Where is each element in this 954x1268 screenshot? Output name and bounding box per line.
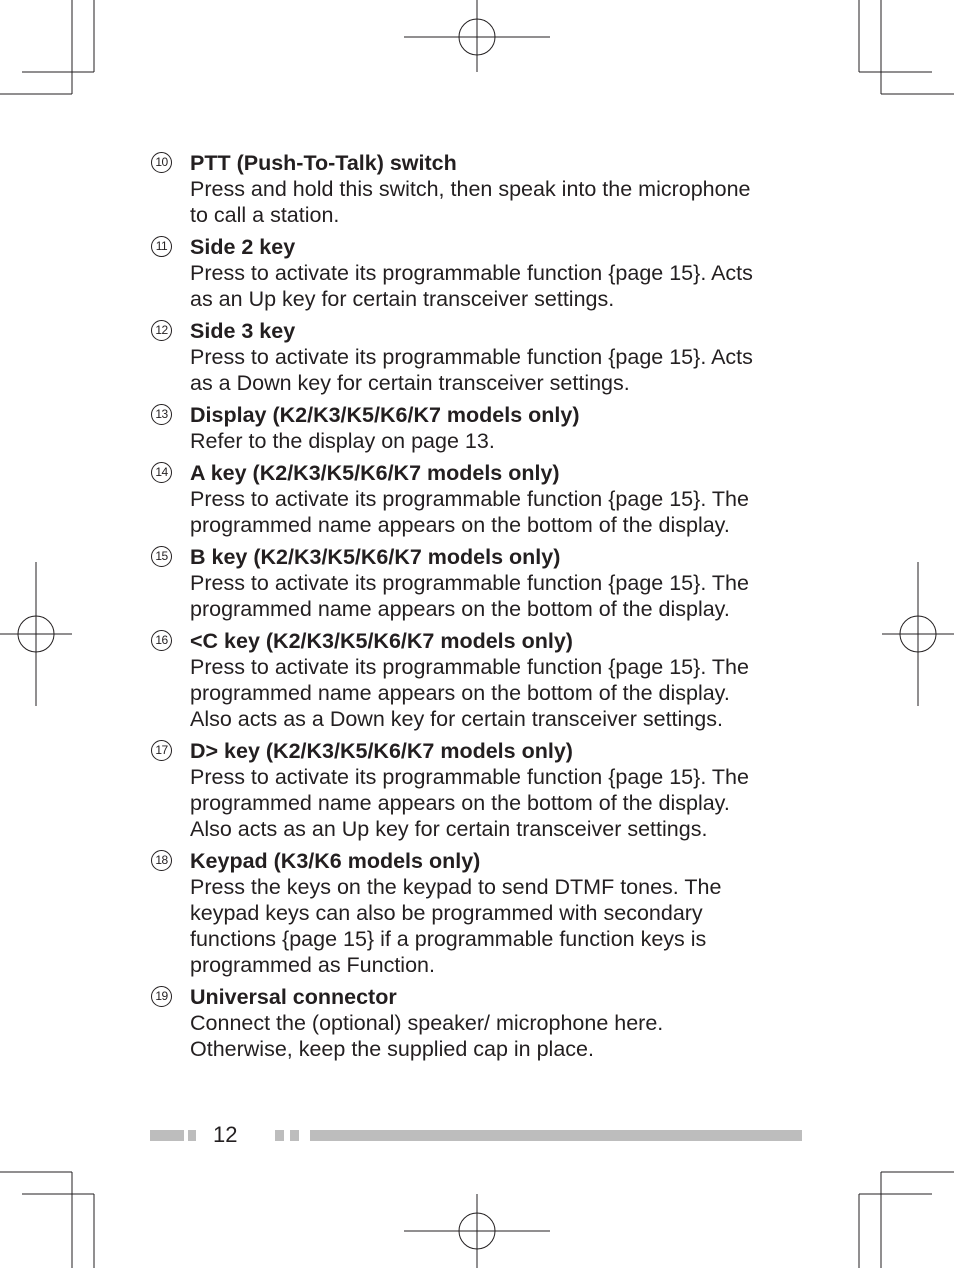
footer-bar-mid-1 xyxy=(275,1130,284,1141)
item-number: 12 xyxy=(151,320,172,341)
item-description-line: Press to activate its programmable function {page 15}. The xyxy=(190,487,749,511)
item-number: 11 xyxy=(151,236,172,257)
item-title: Side 2 key xyxy=(190,235,296,259)
item-description-line: Press to activate its programmable function {page 15}. The xyxy=(190,765,749,789)
item-number: 10 xyxy=(151,152,172,173)
item-description-line: Press and hold this switch, then speak into the microphone xyxy=(190,177,751,201)
item-number: 15 xyxy=(151,546,172,567)
item-title: B key (K2/K3/K5/K6/K7 models only) xyxy=(190,545,561,569)
item-description-line: as a Down key for certain transceiver settings. xyxy=(190,371,630,395)
item-title: Keypad (K3/K6 models only) xyxy=(190,849,481,873)
item-description-line: programmed name appears on the bottom of the display. xyxy=(190,513,730,537)
item-number: 14 xyxy=(151,462,172,483)
item-title: <C key (K2/K3/K5/K6/K7 models only) xyxy=(190,629,573,653)
item-description-line: to call a station. xyxy=(190,203,340,227)
list-item xyxy=(150,402,810,454)
item-title: Display (K2/K3/K5/K6/K7 models only) xyxy=(190,403,580,427)
item-number: 19 xyxy=(151,986,172,1007)
footer-bar-left-small xyxy=(188,1130,196,1141)
page-footer xyxy=(150,1121,802,1149)
list-item xyxy=(150,628,810,732)
list-item xyxy=(150,460,810,538)
footer-bar-mid-2 xyxy=(290,1130,299,1141)
item-list xyxy=(150,150,810,1068)
footer-bar-right xyxy=(310,1130,802,1141)
item-description-line: keypad keys can also be programmed with secondary xyxy=(190,901,703,925)
item-description-line: Refer to the display on page 13. xyxy=(190,429,495,453)
item-description-line: Press to activate its programmable function {page 15}. Acts xyxy=(190,345,753,369)
footer-bar-left xyxy=(150,1130,184,1141)
item-description-line: programmed as Function. xyxy=(190,953,435,977)
item-number: 18 xyxy=(151,850,172,871)
item-description-line: Connect the (optional) speaker/ microphone here. xyxy=(190,1011,664,1035)
list-item xyxy=(150,234,810,312)
list-item xyxy=(150,848,810,978)
item-description-line: Otherwise, keep the supplied cap in place. xyxy=(190,1037,594,1061)
item-title: A key (K2/K3/K5/K6/K7 models only) xyxy=(190,461,560,485)
item-description-line: as an Up key for certain transceiver settings. xyxy=(190,287,615,311)
item-description-line: programmed name appears on the bottom of the display. xyxy=(190,681,730,705)
item-number: 13 xyxy=(151,404,172,425)
list-item xyxy=(150,984,810,1062)
item-description-line: Press the keys on the keypad to send DTMF tones. The xyxy=(190,875,722,899)
item-description-line: Also acts as an Up key for certain transceiver settings. xyxy=(190,817,708,841)
item-number: 17 xyxy=(151,740,172,761)
item-number: 16 xyxy=(151,630,172,651)
list-item xyxy=(150,738,810,842)
list-item xyxy=(150,544,810,622)
item-description-line: Press to activate its programmable function {page 15}. Acts xyxy=(190,261,753,285)
item-description-line: functions {page 15} if a programmable function keys is xyxy=(190,927,707,951)
item-description-line: Press to activate its programmable function {page 15}. The xyxy=(190,655,749,679)
page-number: 12 xyxy=(213,1122,238,1147)
list-item xyxy=(150,150,810,228)
item-description-line: Also acts as a Down key for certain transceiver settings. xyxy=(190,707,723,731)
item-description-line: programmed name appears on the bottom of the display. xyxy=(190,791,730,815)
item-description-line: programmed name appears on the bottom of the display. xyxy=(190,597,730,621)
item-title: PTT (Push-To-Talk) switch xyxy=(190,151,457,175)
list-item xyxy=(150,318,810,396)
item-title: D> key (K2/K3/K5/K6/K7 models only) xyxy=(190,739,573,763)
item-description-line: Press to activate its programmable function {page 15}. The xyxy=(190,571,749,595)
item-title: Universal connector xyxy=(190,985,397,1009)
item-title: Side 3 key xyxy=(190,319,296,343)
